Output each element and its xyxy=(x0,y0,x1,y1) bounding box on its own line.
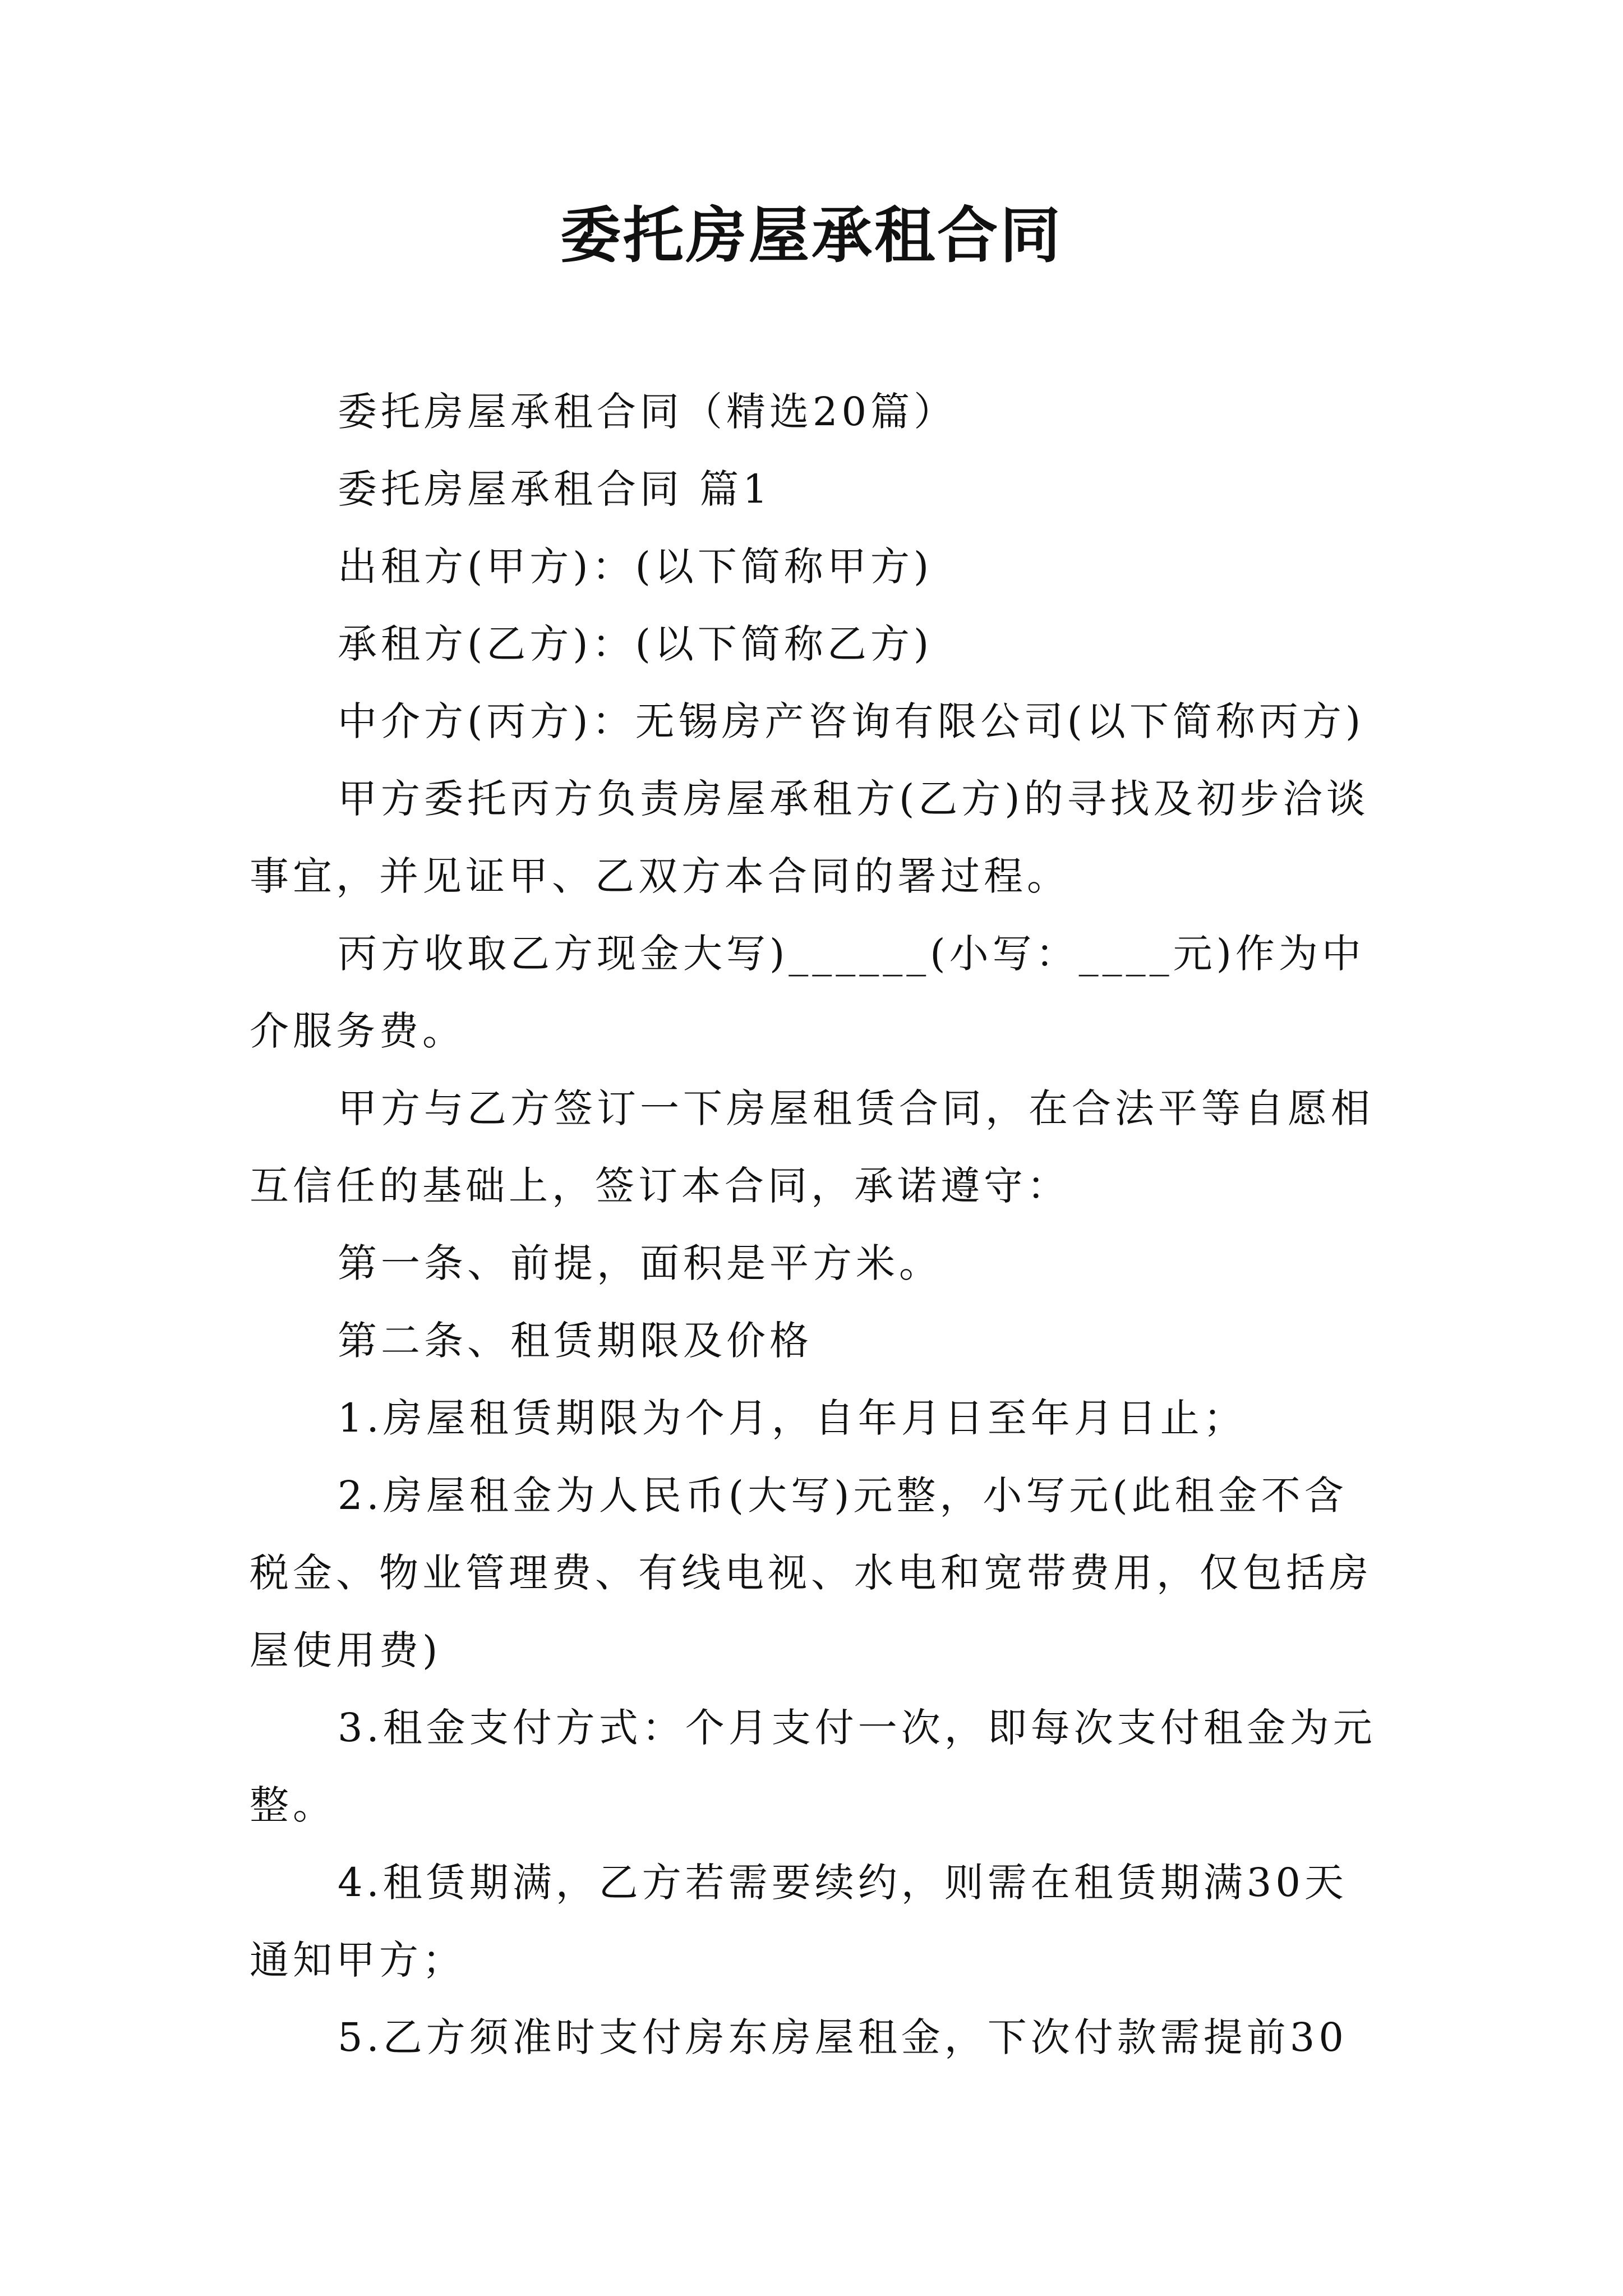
paragraph-article-1: 第一条、前提，面积是平方米。 xyxy=(338,1240,942,1286)
paragraph-clause-2: 2.房屋租金为人民币(大写)元整，小写元(此租金不含税金、物业管理费、有线电视、水电和宽带费用，仅包括房屋使用费) xyxy=(250,1473,1372,1673)
paragraph-party-a: 出租方(甲方)：(以下简称甲方) xyxy=(338,544,933,590)
paragraph-subtitle: 委托房屋承租合同（精选20篇） xyxy=(338,389,957,435)
paragraph-entrustment: 甲方委托丙方负责房屋承租方(乙方)的寻找及初步洽谈事宜，并见证甲、乙双方本合同的署过程。 xyxy=(250,776,1370,899)
paragraph-party-c: 中介方(丙方)：无锡房产咨询有限公司(以下简称丙方) xyxy=(338,698,1365,744)
paragraph-clause-1: 1.房屋租赁期限为个月，自年月日至年月日止； xyxy=(338,1395,1247,1441)
paragraph-service-fee: 丙方收取乙方现金大写)______(小写：____元)作为中介服务费。 xyxy=(250,931,1365,1054)
document-title: 委托房屋承租合同 xyxy=(560,200,1063,271)
paragraph-clause-5: 5.乙方须准时支付房东房屋租金，下次付款需提前30 xyxy=(338,2014,1348,2060)
paragraph-article-2: 第二条、租赁期限及价格 xyxy=(338,1318,813,1364)
paragraph-party-b: 承租方(乙方)：(以下简称乙方) xyxy=(338,621,933,667)
paragraph-section-heading: 委托房屋承租合同 篇1 xyxy=(338,466,772,512)
paragraph-clause-4: 4.租赁期满，乙方若需要续约，则需在租赁期满30天通知甲方； xyxy=(250,1860,1348,1983)
document-body xyxy=(250,373,1388,2076)
paragraph-clause-3: 3.租金支付方式：个月支付一次，即每次支付租金为元整。 xyxy=(250,1705,1376,1828)
paragraph-agreement: 甲方与乙方签订一下房屋租赁合同，在合法平等自愿相互信任的基础上，签订本合同，承诺遵守： xyxy=(250,1085,1374,1209)
